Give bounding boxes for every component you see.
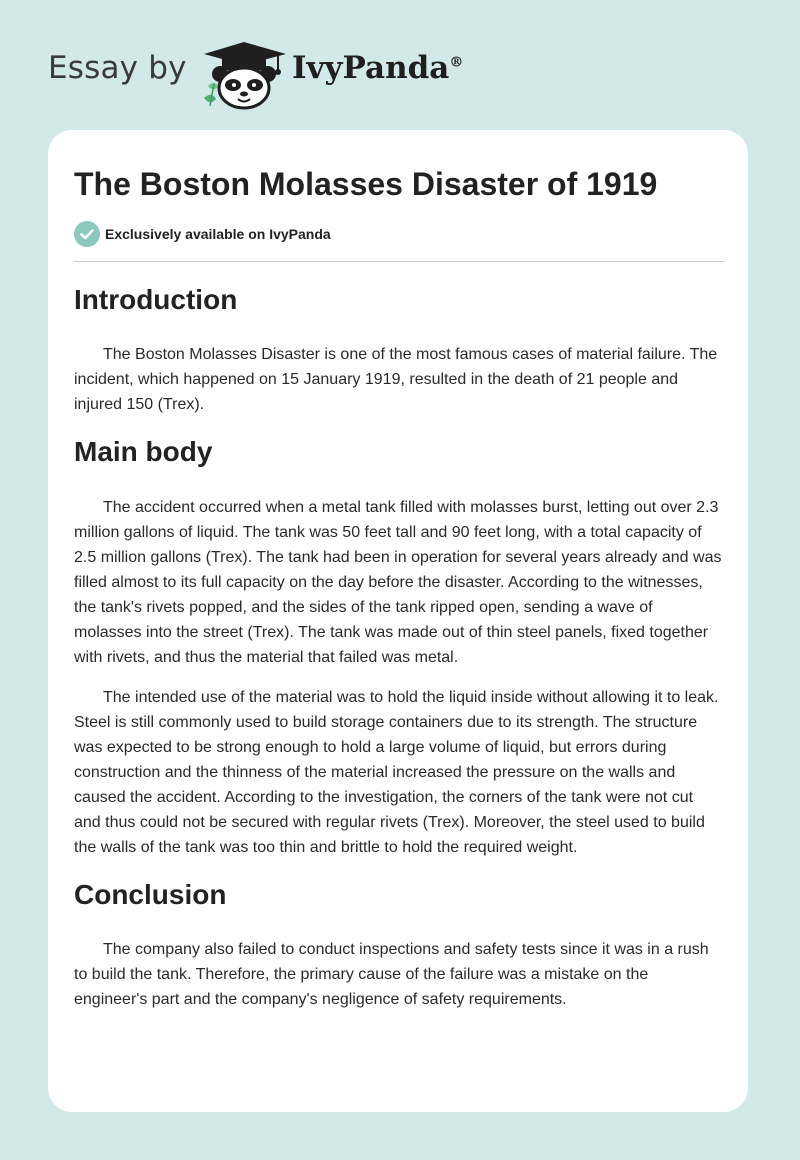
- essay-by-label: Essay by: [48, 50, 187, 86]
- main-body-paragraph-2: The intended use of the material was to hold the liquid inside without allowing it to leak. Steel is still commonly used to build storage containers due to its strength. The structure was expected to be strong enough to hold a large volume of liquid, but errors during construction and the thinness of the material increased the pressure on the walls and caused the accident. According to the investigation, the corners of the tank were not cut and thus could not be secured with regular rivets (Trex). Moreover, the steel used to build the walls of the tank was too thin and brittle to hold the required weight.: [74, 689, 719, 856]
- check-circle-graphic: [74, 221, 100, 247]
- panda-eye-left: [232, 83, 236, 87]
- conclusion-paragraph-1: The company also failed to conduct inspections and safety tests since it was in a rush to build the tank. Therefore, the primary cause of the failure was a mistake on the engineer's part and the company's negligence of safety requirements.: [74, 941, 709, 1008]
- section-heading-introduction: Introduction: [74, 284, 238, 315]
- main-body-paragraph-1: The accident occurred when a metal tank filled with molasses burst, letting out over 2.3 million gallons of liquid. The tank was 50 feet tall and 90 feet long, with a total capacity of 2.5 million gallons (Trex). The tank had been in operation for several years already and was filled almost to its full capacity on the day before the disaster. According to the witnesses, the tank's rivets popped, and the sides of the tank ripped open, sending a wave of molasses into the street (Trex). The tank was made out of thin steel panels, fixed together with rivets, and thus the material that failed was metal.: [74, 499, 722, 666]
- exclusive-badge-text: Exclusively available on IvyPanda: [105, 226, 331, 242]
- brand-name[interactable]: [292, 50, 463, 86]
- ivy-leaf-bottom: [204, 95, 216, 103]
- essay-card: [48, 130, 748, 1112]
- panda-nose: [240, 92, 248, 97]
- panda-eye-right: [252, 83, 256, 87]
- brand-name-text: IvyPanda: [292, 50, 450, 86]
- section-heading-conclusion: Conclusion: [74, 879, 227, 910]
- title-divider: [74, 261, 724, 262]
- check-circle-icon: [74, 221, 100, 247]
- introduction-paragraph-1: The Boston Molasses Disaster is one of the most famous cases of material failure. The incident, which happened on 15 January 1919, resulted in the death of 21 people and injured 150 (Trex).: [74, 346, 718, 413]
- exclusive-badge: [74, 221, 331, 247]
- panda-graduate-logo-icon[interactable]: [200, 36, 296, 112]
- registered-mark: ®: [449, 54, 464, 71]
- page-title: The Boston Molasses Disaster of 1919: [74, 166, 658, 202]
- check-circle-bg: [74, 221, 100, 247]
- site-header: [0, 0, 800, 120]
- logo-graphic: [200, 36, 296, 112]
- section-heading-main-body: Main body: [74, 436, 213, 467]
